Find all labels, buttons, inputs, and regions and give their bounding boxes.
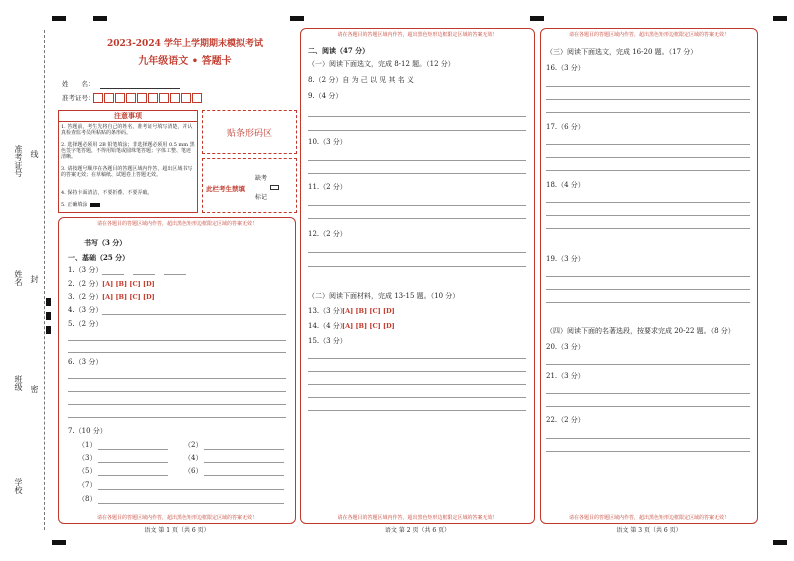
q4-label: 4.（3 分） xyxy=(68,306,103,314)
q3-label: 3.（2 分） xyxy=(68,293,103,301)
q9-label: 9.（4 分） xyxy=(308,92,343,100)
answer-line[interactable] xyxy=(308,205,526,206)
alignment-mark xyxy=(773,540,787,545)
answer-line[interactable] xyxy=(546,202,750,203)
q7-blank-label: （1） xyxy=(78,441,97,449)
q1-blank[interactable] xyxy=(102,274,124,275)
warning-bottom: 请在各题目的答题区域内作答，超出黑色矩形边框限定区域的答案无效！ xyxy=(337,515,498,521)
answer-line[interactable] xyxy=(546,112,750,113)
q7-blank[interactable] xyxy=(204,449,284,450)
q7-blank-label: （2） xyxy=(184,441,203,449)
alignment-mark xyxy=(52,540,66,545)
answer-line[interactable] xyxy=(308,173,526,174)
q7-blank-label: （7） xyxy=(78,481,97,489)
alignment-mark xyxy=(46,326,51,334)
page-footer-3: 语文 第 3 页（共 6 页） xyxy=(616,527,682,534)
answer-line[interactable] xyxy=(546,228,750,229)
answer-line[interactable] xyxy=(546,438,750,439)
section-2-title: 二、阅读（47 分） xyxy=(308,46,370,55)
q13-options[interactable]: [A] [B] [C] [D] xyxy=(342,307,395,315)
q7-blank[interactable] xyxy=(204,475,284,476)
q7-blank-label: （8） xyxy=(78,495,97,503)
alignment-mark xyxy=(773,16,787,21)
answer-line[interactable] xyxy=(68,340,286,341)
q7-blank-label: （6） xyxy=(184,467,203,475)
q21-label: 21.（3 分） xyxy=(546,372,585,380)
side-label-mi: 密 xyxy=(30,385,39,393)
notice-item: 2. 选择题必须用 2B 铅笔填涂；非选择题必须用 0.5 mm 黑色签字笔答题，不得用铅笔或圆珠笔答题；字体工整、笔迹清晰。 xyxy=(61,142,195,160)
q20-label: 20.（3 分） xyxy=(546,343,585,351)
answer-line[interactable] xyxy=(308,160,526,161)
absent-checkbox[interactable] xyxy=(270,185,279,190)
q14-options[interactable]: [A] [B] [C] [D] xyxy=(342,322,395,330)
answer-line[interactable] xyxy=(546,289,750,290)
q7-blank[interactable] xyxy=(98,489,284,490)
barcode-label: 贴条形码区 xyxy=(226,129,272,139)
answer-line[interactable] xyxy=(546,170,750,171)
answer-line[interactable] xyxy=(546,406,750,407)
notice-item: 5. 正确填涂 xyxy=(61,202,88,208)
answer-line[interactable] xyxy=(308,130,526,131)
answer-line[interactable] xyxy=(546,144,750,145)
answer-line[interactable] xyxy=(102,314,286,315)
q11-label: 11.（2 分） xyxy=(308,183,347,191)
answer-line[interactable] xyxy=(308,371,526,372)
answer-line[interactable] xyxy=(68,352,286,353)
q7-blank[interactable] xyxy=(204,462,284,463)
answer-line[interactable] xyxy=(308,410,526,411)
q7-blank[interactable] xyxy=(98,503,284,504)
answer-line[interactable] xyxy=(546,215,750,216)
answer-line[interactable] xyxy=(308,218,526,219)
answer-line[interactable] xyxy=(308,252,526,253)
q2-label: 2.（2 分） xyxy=(68,280,103,288)
alignment-mark xyxy=(46,312,51,320)
id-boxes[interactable] xyxy=(93,93,203,103)
absent-mark2: 标记 xyxy=(255,194,268,201)
page-footer-2: 语文 第 2 页（共 6 页） xyxy=(384,527,451,534)
footer-note: 请在各题目的答题区域内作答，超出黑色矩形边框限定区域的答案无效！ xyxy=(96,515,257,521)
q5-label: 5.（2 分） xyxy=(68,320,103,328)
alignment-mark xyxy=(52,16,66,21)
q1-label: 1.（3 分） xyxy=(68,266,103,274)
answer-line[interactable] xyxy=(546,157,750,158)
absent-mark1: 缺考 xyxy=(255,175,268,182)
alignment-mark xyxy=(46,298,51,306)
fill-sample xyxy=(90,203,100,207)
notice-title: 注意事项 xyxy=(58,111,198,122)
q8-label: 8.（2 分）自 为 己 以 见 其 名 义 xyxy=(308,76,414,84)
q14-label: 14.（4 分） xyxy=(308,322,347,330)
writing-label: 书写（3 分） xyxy=(84,238,127,247)
sub2-title: （二）阅读下面材料，完成 13-15 题。（10 分） xyxy=(308,292,460,300)
q16-label: 16.（3 分） xyxy=(546,64,585,72)
answer-line[interactable] xyxy=(546,302,750,303)
warning-top: 请在各题目的答题区域内作答，超出黑色矩形边框限定区域的答案无效！ xyxy=(337,32,498,38)
notice-item: 3. 请按题号顺序在各题目的答题区域内作答，超出区域书写的答案无效；在草稿纸、试题卷上答题无效。 xyxy=(61,166,193,178)
q13-label: 13.（3 分） xyxy=(308,307,347,315)
notice-item: 1. 答题前，考生先将自己的姓名，准考证号填写清楚，并认真检查监考员所粘贴的条形码。 xyxy=(61,124,193,136)
section-1-title: 一、基础（25 分） xyxy=(68,253,130,262)
side-label-xian: 线 xyxy=(30,150,39,158)
sub4-title: （四）阅读下面的名著选段，按要求完成 20-22 题。（8 分） xyxy=(546,327,735,335)
sub3-title: （三）阅读下面选文，完成 16-20 题。（17 分） xyxy=(546,48,698,56)
answer-line[interactable] xyxy=(546,86,750,87)
subject-title: 九年级语文 • 答题卡 xyxy=(138,56,232,67)
q7-blank-label: （4） xyxy=(184,454,203,462)
answer-line[interactable] xyxy=(546,276,750,277)
answer-line[interactable] xyxy=(308,358,526,359)
page-footer-1: 语文 第 1 页（共 6 页） xyxy=(144,527,210,534)
answer-line[interactable] xyxy=(68,404,286,405)
answer-line[interactable] xyxy=(68,391,286,392)
id-label: 准考证号： xyxy=(62,94,95,102)
sub1-title: （一）阅读下面选文，完成 8-12 题。（12 分） xyxy=(308,60,455,68)
q1-blank[interactable] xyxy=(164,274,186,275)
q17-label: 17.（6 分） xyxy=(546,123,585,131)
answer-line[interactable] xyxy=(68,378,286,379)
name-label: 姓 名： xyxy=(62,80,95,88)
side-label-name: 姓名 xyxy=(14,270,23,286)
name-field[interactable] xyxy=(100,88,180,89)
answer-line[interactable] xyxy=(546,364,750,365)
q1-blank[interactable] xyxy=(133,274,155,275)
answer-line[interactable] xyxy=(546,451,750,452)
answer-line[interactable] xyxy=(546,99,750,100)
answer-line[interactable] xyxy=(308,266,526,267)
answer-line[interactable] xyxy=(308,384,526,385)
absent-label: 此栏考生禁填 xyxy=(206,185,245,193)
alignment-mark xyxy=(290,16,304,21)
q7-blank[interactable] xyxy=(98,462,168,463)
answer-line[interactable] xyxy=(68,417,286,418)
q3-options[interactable]: [A] [B] [C] [D] xyxy=(102,293,155,301)
answer-region-2 xyxy=(300,28,535,524)
q7-blank-label: （3） xyxy=(78,454,97,462)
q6-label: 6.（3 分） xyxy=(68,358,103,366)
q7-blank[interactable] xyxy=(98,475,168,476)
q7-blank-label: （5） xyxy=(78,467,97,475)
q12-label: 12.（2 分） xyxy=(308,230,347,238)
q15-label: 15.（3 分） xyxy=(308,337,347,345)
side-label-class: 班级 xyxy=(14,375,23,391)
alignment-mark xyxy=(93,16,107,21)
q7-label: 7.（10 分） xyxy=(68,427,107,435)
side-label-school: 学校 xyxy=(14,478,23,494)
side-label-feng: 封 xyxy=(30,275,39,283)
q18-label: 18.（4 分） xyxy=(546,181,585,189)
warning-bottom: 请在各题目的答题区域内作答，超出黑色矩形边框限定区域的答案无效！ xyxy=(568,515,729,521)
answer-line[interactable] xyxy=(308,397,526,398)
q22-label: 22.（2 分） xyxy=(546,416,585,424)
answer-line[interactable] xyxy=(546,393,750,394)
alignment-mark xyxy=(530,16,544,21)
answer-region-1 xyxy=(58,217,296,524)
binding-line xyxy=(44,30,45,530)
exam-title: 2023-2024 学年上学期期末模拟考试 xyxy=(107,39,263,49)
answer-line[interactable] xyxy=(308,116,526,117)
notice-item: 4. 保持卡面清洁，不要折叠、不要弄破。 xyxy=(61,190,153,196)
warning-top: 请在各题目的答题区域内作答，超出黑色矩形边框限定区域的答案无效！ xyxy=(96,221,257,227)
q19-label: 19.（3 分） xyxy=(546,255,585,263)
side-label-id: 准考证号 xyxy=(14,145,23,177)
q2-options[interactable]: [A] [B] [C] [D] xyxy=(102,280,155,288)
q7-blank[interactable] xyxy=(98,449,168,450)
q10-label: 10.（3 分） xyxy=(308,138,347,146)
warning-top: 请在各题目的答题区域内作答，超出黑色矩形边框限定区域的答案无效！ xyxy=(568,32,729,38)
